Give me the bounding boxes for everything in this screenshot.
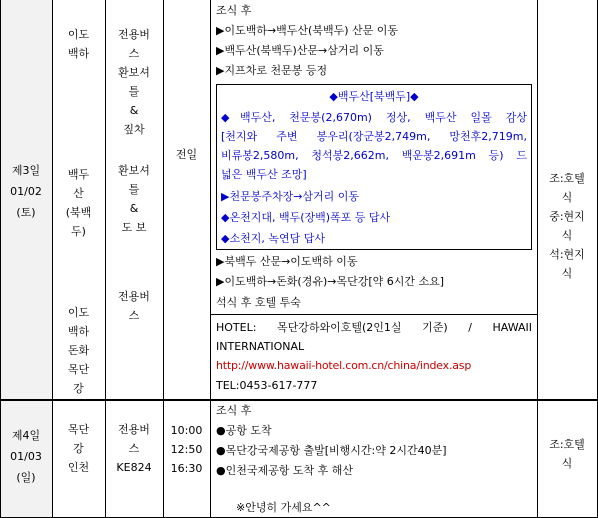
day3-place-3: 이도 백하 돈화 목단 강 xyxy=(67,306,90,395)
day3-schedule-line: ▶백두산(북백두)산문→삼거리 이동 xyxy=(216,44,384,57)
day3-place-1: 이도 백하 xyxy=(67,28,90,60)
day3-time: 전일 xyxy=(175,148,198,161)
day3-transport-2: 환보셔 틀 & 도 보 xyxy=(118,164,150,234)
box-line: ▶천문봉주차장→삼거리 이동 xyxy=(221,190,360,203)
hotel-tel: TEL:0453-617-777 xyxy=(216,379,318,392)
day4-meals: 조:호텔 식 xyxy=(549,438,585,470)
day4-schedule-line: ●인천국제공항 도착 후 해산 xyxy=(216,464,353,477)
hotel-name-cont: INTERNATIONAL xyxy=(216,340,305,353)
day3-date: 제3일 01/02 (토) xyxy=(10,164,42,219)
day4-transport: 전용버 스 KE824 xyxy=(116,423,152,474)
day3-schedule-line: ▶북백두 산문→이도백하 이동 xyxy=(216,255,358,268)
day3-schedule-line: ▶이도백하→돈화(경유)→목단강[약 6시간 소요] xyxy=(216,275,445,288)
day3-place-2: 백두 산 (북백 두) xyxy=(65,168,92,238)
box-line: ◆백두산, 천문봉(2,670m) 정상, 백두산 일몰 감상 xyxy=(221,111,527,124)
day4-schedule-line: ●공항 도착 xyxy=(216,424,272,437)
day3-schedule-line: ▶이도백하→백두산(북백두) 산문 이동 xyxy=(216,24,399,37)
day4-closing: ※안녕히 가세요^^ xyxy=(236,501,331,514)
day3-meals: 조:호텔 식 중:현지 식 석:현지 식 xyxy=(549,172,585,280)
day3-transport-3: 전용버 스 xyxy=(118,290,150,322)
day3-schedule-line: 석식 후 호텔 투숙 xyxy=(216,296,301,309)
box-line: 넓은 백두산 조망] xyxy=(221,168,307,181)
day4-date: 제4일 01/03 (일) xyxy=(10,429,42,484)
box-line: 비류봉2,580m, 청석봉2,662m, 백운봉2,691m 등) 드 xyxy=(221,149,527,162)
hotel-name: HOTEL: 목단강하와이호텔(2인1실 기준) / HAWAII xyxy=(216,321,532,334)
day4-schedule-line: ●목단강국제공항 출발[비행시간:약 2시간40분] xyxy=(216,444,447,457)
day4-times: 10:00 12:50 16:30 xyxy=(170,424,203,475)
day4-schedule-line: 조식 후 xyxy=(216,404,252,417)
box-title: ◆백두산[북백두]◆ xyxy=(329,90,419,103)
box-line: ◆온천지대, 백두(장백)폭포 등 답사 xyxy=(221,211,391,224)
day4-place: 목단 강 인천 xyxy=(67,423,90,474)
box-line: [천지와 주변 봉우리(장군봉2,749m, 망천후2,719m, xyxy=(221,130,527,143)
hotel-url-link[interactable]: http://www.hawaii-hotel.com.cn/china/index.asp xyxy=(216,359,472,372)
day3-schedule-line: 조식 후 xyxy=(216,4,252,17)
day3-schedule-line: ▶지프차로 천문봉 등정 xyxy=(216,64,328,77)
box-line: ◆소천지, 녹연담 답사 xyxy=(221,232,325,245)
day3-transport-1: 전용버 스 환보셔 틀 & 짚차 xyxy=(118,28,150,136)
